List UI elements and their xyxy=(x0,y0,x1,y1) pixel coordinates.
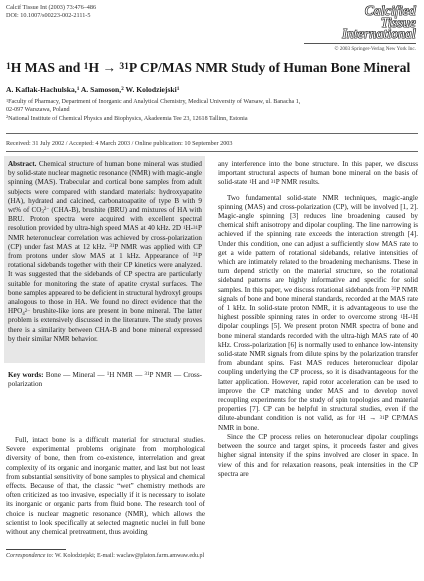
title-superscript: 31 xyxy=(119,61,129,72)
body-paragraph: Since the CP process relies on heteronuclear dipolar couplings between the source and target spins, it proceeds faster and gives higher signal intensity if the spins involved are closer in space. In view of this and for relaxation reasons, peak intensities in the CP spectra are xyxy=(218,432,418,478)
copyright-notice: © 2003 Springer-Verlag New York Inc. xyxy=(334,45,416,52)
body-paragraph: Two fundamental solid-state NMR techniques, magic-angle spinning (MAS) and cross-polarization (CP), will be involved [1, 2]. Magic-angle spinning [3] reduces line broadening caused by chemical shift anisotropy and dipolar coupling. The line narrowing is achieved if the spinning rate exceeds the interaction strength [4]. Under this condition, one can adjust a sufficiently slow MAS rate to get a wide pattern of rotational sidebands, relative intensities of which are intimately related to the broadening mechanisms. These in turn depend strictly on the material structure, so the rotational sideband patterns are highly informative and specific for solid samples. In this paper, we discuss rotational sidebands from $^{31}$P NMR signals of bone and bone mineral standards, recorded at the MAS rate of 1 kHz. In solid-state proton NMR, it is advantageous to use the highest possible spinning rates in order to overcome strong $^1$H-$^1$H dipolar couplings [5]. We present proton NMR spectra of bone and bone mineral standards recorded with the ultra-high MAS rate of 40 kHz. Cross-polarization [6] is normally used to enhance low-intensity solid-state NMR signals from dilute spins by the polarization transfer from abundant spins. Fast MAS reduces heteronuclear dipolar coupling underlying the CP process, so it is disadvantageous for the latter application. However, rapid rotor acceleration can be used to improve the CP matching under MAS and to develop novel recoupling experiments for the study of spin topologies and material properties [7]. CP can be helpful in structural studies, even if the dilute-abundant condition is not valid, as for $^1$H → $^{31}$P CP/MAS NMR in bone. xyxy=(218,193,419,432)
publication-dates: Received: 31 July 2002 / Accepted: 4 March 2003 / Online publication: 10 September 2003 xyxy=(6,140,233,147)
header-divider xyxy=(6,133,418,134)
affiliation-line: 02-097 Warszawa, Poland xyxy=(6,107,70,114)
body-paragraph: Full, intact bone is a difficult material for structural studies. Severe experimental problems originate from morphological diversity of bone, then from co-existence, interrelation and great complexity of its organic and inorganic matter, and last but not least from substantial sensitivity of bone samples to physical and chemical effects. Because of that, the classic “wet” chemistry methods are often criticized as too invasive, especially if it is necessary to isolate its inorganic or organic parts from fluid bone. The research tool of choice is nuclear magnetic resonance (NMR), which allows the scientist to look specifically at selected magnetic nuclei in full bone without any chemical pretreatment, thus avoiding xyxy=(6,436,205,537)
logo-divider xyxy=(304,43,416,44)
keywords-label: Key words: xyxy=(8,371,44,379)
affiliation-line: $^1$Faculty of Pharmacy, Department of Inorganic and Analytical Chemistry, Medical University of Warsaw, ul. Banacha 1, xyxy=(6,97,301,105)
affiliation-marker: 1 xyxy=(176,86,180,93)
abstract xyxy=(8,160,202,344)
affiliation-marker: 2 xyxy=(121,86,124,93)
introduction-left xyxy=(6,436,205,537)
journal-reference xyxy=(6,4,96,19)
author-list xyxy=(6,85,179,94)
footnote-divider xyxy=(6,549,66,550)
journal-logo xyxy=(304,5,416,52)
article-title xyxy=(6,60,418,76)
title-text: P CP/MAS NMR Study of Human Bone Mineral xyxy=(128,60,411,75)
abstract-label: Abstract. xyxy=(8,160,37,168)
footnote-label: Correspondence to: xyxy=(6,553,54,559)
title-superscript: 1 xyxy=(6,61,11,72)
body-paragraph: any interference into the bone structure. In this paper, we discuss important structural aspects of human bone mineral on the basis of solid-state $^1$H and $^{31}$P NMR results. xyxy=(218,160,418,187)
journal-citation: Calcif Tissue Int (2003) 73:476–486 xyxy=(6,4,97,11)
doi: DOI: 10.1007/s00223-002-2111-5 xyxy=(6,11,91,19)
affiliation-marker: 1 xyxy=(76,86,80,93)
keywords: Key words: Bone — Mineral — $^1$H NMR — $^{31}$P NMR — Cross-polarization xyxy=(8,371,202,389)
logo-word-tissue: Tissue xyxy=(381,14,416,30)
logo-word-international: International xyxy=(342,26,416,41)
logo-word-calcified: Calcified xyxy=(364,3,416,18)
author-name: A. Samoson, xyxy=(79,85,122,94)
title-text: H MAS and xyxy=(10,60,84,75)
dates-divider xyxy=(6,151,418,152)
abstract-paragraph: Abstract. Chemical structure of human bone mineral was studied by solid-state nuclear magnetic resonance (NMR) with magic-angle spinning (MAS). Trabecular and cortical bone samples from adult subjects were compared with standard materials: hydroxyapatite (HA), hydrated and calcined, carbonatoapatite of type B with 9 wt% of $CO_3^{2-}$ (CHA-B), brushite (BRU) and mixtures of HA with BRU. Proton spectra were acquired with excellent spectral resolution provided by ultra-high speed MAS at 40 kHz. 2D $^1$H-$^{31}$P NMR heteronuclear correlation was achieved by cross-polarization (CP) under fast MAS at 12 kHz. $^{31}$P NMR was applied with CP from protons under slow MAS at 1 kHz. Appearance of $^{31}$P rotational sidebands together with their CP kinetics were analyzed. It was suggested that the sidebands of CP spectra are particularly suitable for monitoring the state of apatite crystal surfaces. The bone samples appeared to be deficient in structural hydroxyl groups analogous to those in HA. We found no direct evidence that the $HPO_4^{2-}$ brushite-like ions are present in bone mineral. The latter problem is extensively discussed in the literature. The study proves there is a similarity between CHA-B and bone mineral expressed by their similar NMR behavior. xyxy=(8,160,203,343)
introduction-right xyxy=(218,160,418,479)
affiliation-line: $^2$National Institute of Chemical Physics and Biophysics, Akadeemia Tee 23, 12618 Tallinn, Estonia xyxy=(6,114,248,122)
correspondence-footnote: Correspondence to: W. Kolodziejski; E-mail: waclaw@platon.farm.amwaw.edu.pl xyxy=(6,553,205,559)
affiliations xyxy=(6,98,418,123)
author-name: W. Kolodziejski xyxy=(123,85,177,94)
author-name: A. Kaflak-Hachulska, xyxy=(6,85,77,94)
title-text: H → xyxy=(88,60,120,75)
title-superscript: 1 xyxy=(83,61,89,72)
